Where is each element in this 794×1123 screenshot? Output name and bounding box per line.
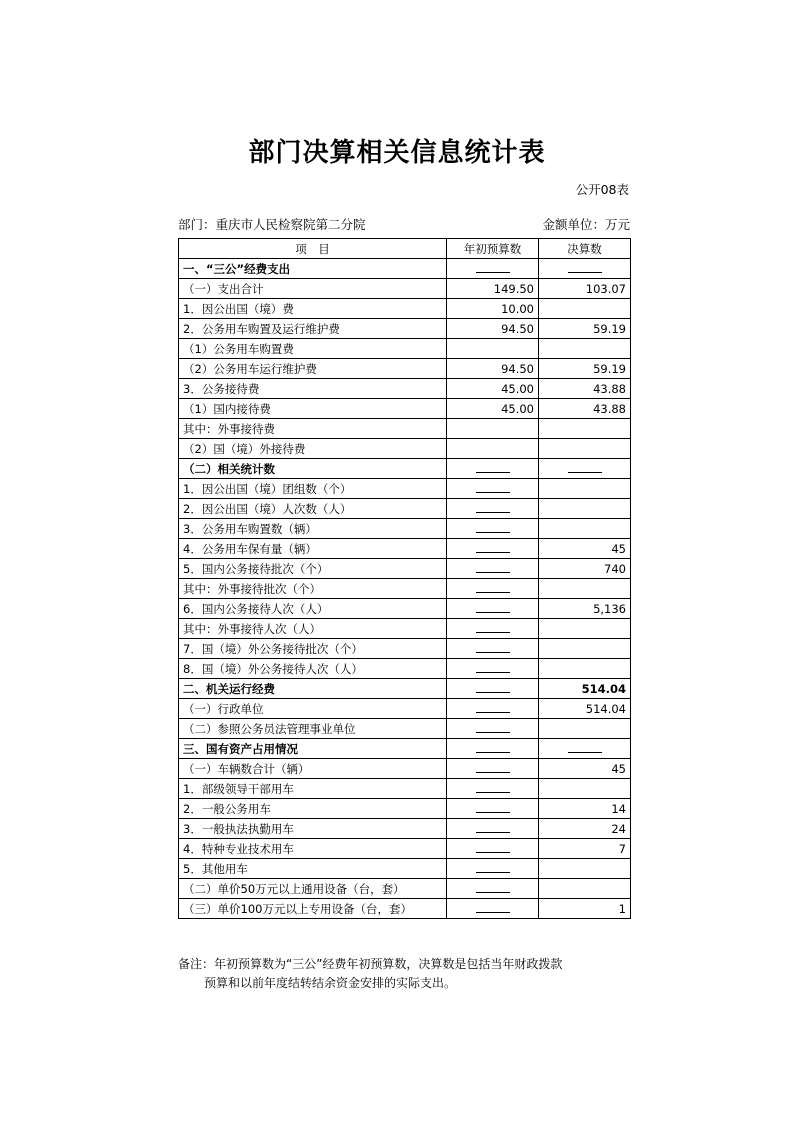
row-budget-value xyxy=(447,699,539,719)
row-budget-value xyxy=(447,639,539,659)
table-row xyxy=(179,779,631,799)
row-final-value: 14 xyxy=(539,799,631,819)
row-budget-value xyxy=(447,339,539,359)
row-budget-value xyxy=(447,599,539,619)
table-row xyxy=(179,379,631,399)
row-budget-value xyxy=(447,559,539,579)
row-label: （三）单价100万元以上专用设备（台，套） xyxy=(179,899,447,919)
row-budget-value xyxy=(447,519,539,539)
row-label: 2．公务用车购置及运行维护费 xyxy=(179,319,447,339)
table-row xyxy=(179,839,631,859)
row-label: 三、国有资产占用情况 xyxy=(179,739,447,759)
row-budget-value xyxy=(447,899,539,919)
table-row xyxy=(179,599,631,619)
row-budget-value xyxy=(447,819,539,839)
table-row xyxy=(179,679,631,699)
row-label: 4．特种专业技术用车 xyxy=(179,839,447,859)
row-budget-value xyxy=(447,539,539,559)
row-final-value xyxy=(539,859,631,879)
row-final-value xyxy=(539,879,631,899)
row-final-value: 514.04 xyxy=(539,699,631,719)
row-label: 2．一般公务用车 xyxy=(179,799,447,819)
table-row xyxy=(179,759,631,779)
row-label: （二）相关统计数 xyxy=(179,459,447,479)
row-label: （1）公务用车购置费 xyxy=(179,339,447,359)
table-row xyxy=(179,699,631,719)
row-label: 6．国内公务接待人次（人） xyxy=(179,599,447,619)
row-final-value xyxy=(539,719,631,739)
meta-row xyxy=(178,215,630,233)
table-row xyxy=(179,539,631,559)
row-final-value xyxy=(539,779,631,799)
row-budget-value xyxy=(447,659,539,679)
row-label: （二）参照公务员法管理事业单位 xyxy=(179,719,447,739)
table-row xyxy=(179,259,631,279)
table-note xyxy=(178,955,648,992)
row-final-value xyxy=(539,299,631,319)
table-row xyxy=(179,579,631,599)
row-final-value xyxy=(539,619,631,639)
row-final-value: 59.19 xyxy=(539,319,631,339)
row-final-value: 43.88 xyxy=(539,399,631,419)
row-final-value: 45 xyxy=(539,539,631,559)
table-row xyxy=(179,859,631,879)
row-final-value: 7 xyxy=(539,839,631,859)
row-budget-value xyxy=(447,739,539,759)
table-row xyxy=(179,519,631,539)
row-label: 3．公务接待费 xyxy=(179,379,447,399)
table-row xyxy=(179,339,631,359)
table-row xyxy=(179,419,631,439)
row-budget-value xyxy=(447,439,539,459)
row-budget-value xyxy=(447,719,539,739)
table-row xyxy=(179,479,631,499)
table-row xyxy=(179,279,631,299)
row-label: 二、机关运行经费 xyxy=(179,679,447,699)
row-budget-value xyxy=(447,579,539,599)
row-label: （2）国（境）外接待费 xyxy=(179,439,447,459)
row-final-value xyxy=(539,259,631,279)
table-row xyxy=(179,819,631,839)
table-row xyxy=(179,899,631,919)
header-final: 决算数 xyxy=(539,239,631,259)
table-row xyxy=(179,619,631,639)
header-budget: 年初预算数 xyxy=(447,239,539,259)
table-row xyxy=(179,559,631,579)
row-label: 2．因公出国（境）人次数（人） xyxy=(179,499,447,519)
row-budget-value xyxy=(447,679,539,699)
row-final-value: 43.88 xyxy=(539,379,631,399)
row-final-value: 1 xyxy=(539,899,631,919)
row-final-value xyxy=(539,739,631,759)
note-line-1: 备注：年初预算数为“三公”经费年初预算数，决算数是包括当年财政拨款 xyxy=(178,957,563,971)
row-budget-value xyxy=(447,499,539,519)
table-row xyxy=(179,659,631,679)
row-budget-value: 45.00 xyxy=(447,399,539,419)
row-label: 1．因公出国（境）费 xyxy=(179,299,447,319)
table-row xyxy=(179,359,631,379)
row-budget-value xyxy=(447,879,539,899)
row-label: 7．国（境）外公务接待批次（个） xyxy=(179,639,447,659)
row-label: 3．公务用车购置数（辆） xyxy=(179,519,447,539)
row-label: 3．一般执法执勤用车 xyxy=(179,819,447,839)
amount-unit-label: 金额单位：万元 xyxy=(542,217,630,232)
row-budget-value: 10.00 xyxy=(447,299,539,319)
row-label: 其中：外事接待人次（人） xyxy=(179,619,447,639)
row-budget-value xyxy=(447,859,539,879)
row-label: （一）行政单位 xyxy=(179,699,447,719)
row-label: 8．国（境）外公务接待人次（人） xyxy=(179,659,447,679)
row-label: 其中：外事接待批次（个） xyxy=(179,579,447,599)
row-final-value xyxy=(539,439,631,459)
row-label: （2）公务用车运行维护费 xyxy=(179,359,447,379)
row-budget-value: 149.50 xyxy=(447,279,539,299)
row-budget-value xyxy=(447,759,539,779)
row-final-value xyxy=(539,639,631,659)
budget-table-wrap xyxy=(178,238,630,919)
row-final-value xyxy=(539,339,631,359)
budget-table xyxy=(178,238,631,919)
row-label: 5．国内公务接待批次（个） xyxy=(179,559,447,579)
table-row xyxy=(179,299,631,319)
row-final-value xyxy=(539,519,631,539)
row-budget-value xyxy=(447,459,539,479)
row-budget-value xyxy=(447,779,539,799)
row-budget-value xyxy=(447,419,539,439)
table-row xyxy=(179,639,631,659)
row-final-value xyxy=(539,659,631,679)
row-final-value: 514.04 xyxy=(539,679,631,699)
row-final-value xyxy=(539,419,631,439)
row-budget-value: 94.50 xyxy=(447,319,539,339)
department-label: 部门：重庆市人民检察院第二分院 xyxy=(178,217,366,232)
row-label: 一、“三公”经费支出 xyxy=(179,259,447,279)
row-budget-value: 45.00 xyxy=(447,379,539,399)
header-item: 项 目 xyxy=(179,239,447,259)
row-budget-value xyxy=(447,839,539,859)
row-final-value: 103.07 xyxy=(539,279,631,299)
row-budget-value: 94.50 xyxy=(447,359,539,379)
row-budget-value xyxy=(447,259,539,279)
row-final-value xyxy=(539,459,631,479)
row-final-value: 24 xyxy=(539,819,631,839)
row-final-value: 59.19 xyxy=(539,359,631,379)
page-title: 部门决算相关信息统计表 xyxy=(248,138,546,168)
table-row xyxy=(179,319,631,339)
row-final-value: 5,136 xyxy=(539,599,631,619)
row-budget-value xyxy=(447,479,539,499)
table-row xyxy=(179,739,631,759)
row-label: 4．公务用车保有量（辆） xyxy=(179,539,447,559)
row-budget-value xyxy=(447,799,539,819)
row-label: （二）单价50万元以上通用设备（台，套） xyxy=(179,879,447,899)
row-label: （一）支出合计 xyxy=(179,279,447,299)
row-label: 1．部级领导干部用车 xyxy=(179,779,447,799)
row-label: （一）车辆数合计（辆） xyxy=(179,759,447,779)
table-row xyxy=(179,799,631,819)
table-row xyxy=(179,399,631,419)
row-budget-value xyxy=(447,619,539,639)
table-row xyxy=(179,459,631,479)
note-line-2: 预算和以前年度结转结余资金安排的实际支出。 xyxy=(204,975,457,990)
row-final-value xyxy=(539,479,631,499)
table-row xyxy=(179,719,631,739)
table-row xyxy=(179,499,631,519)
table-row xyxy=(179,439,631,459)
row-label: （1）国内接待费 xyxy=(179,399,447,419)
table-header-row xyxy=(179,239,631,259)
row-final-value: 740 xyxy=(539,559,631,579)
row-label: 1．因公出国（境）团组数（个） xyxy=(179,479,447,499)
row-label: 其中：外事接待费 xyxy=(179,419,447,439)
row-final-value: 45 xyxy=(539,759,631,779)
table-body xyxy=(179,259,631,919)
row-label: 5．其他用车 xyxy=(179,859,447,879)
row-final-value xyxy=(539,579,631,599)
table-row xyxy=(179,879,631,899)
form-code: 公开08表 xyxy=(575,182,629,197)
row-final-value xyxy=(539,499,631,519)
